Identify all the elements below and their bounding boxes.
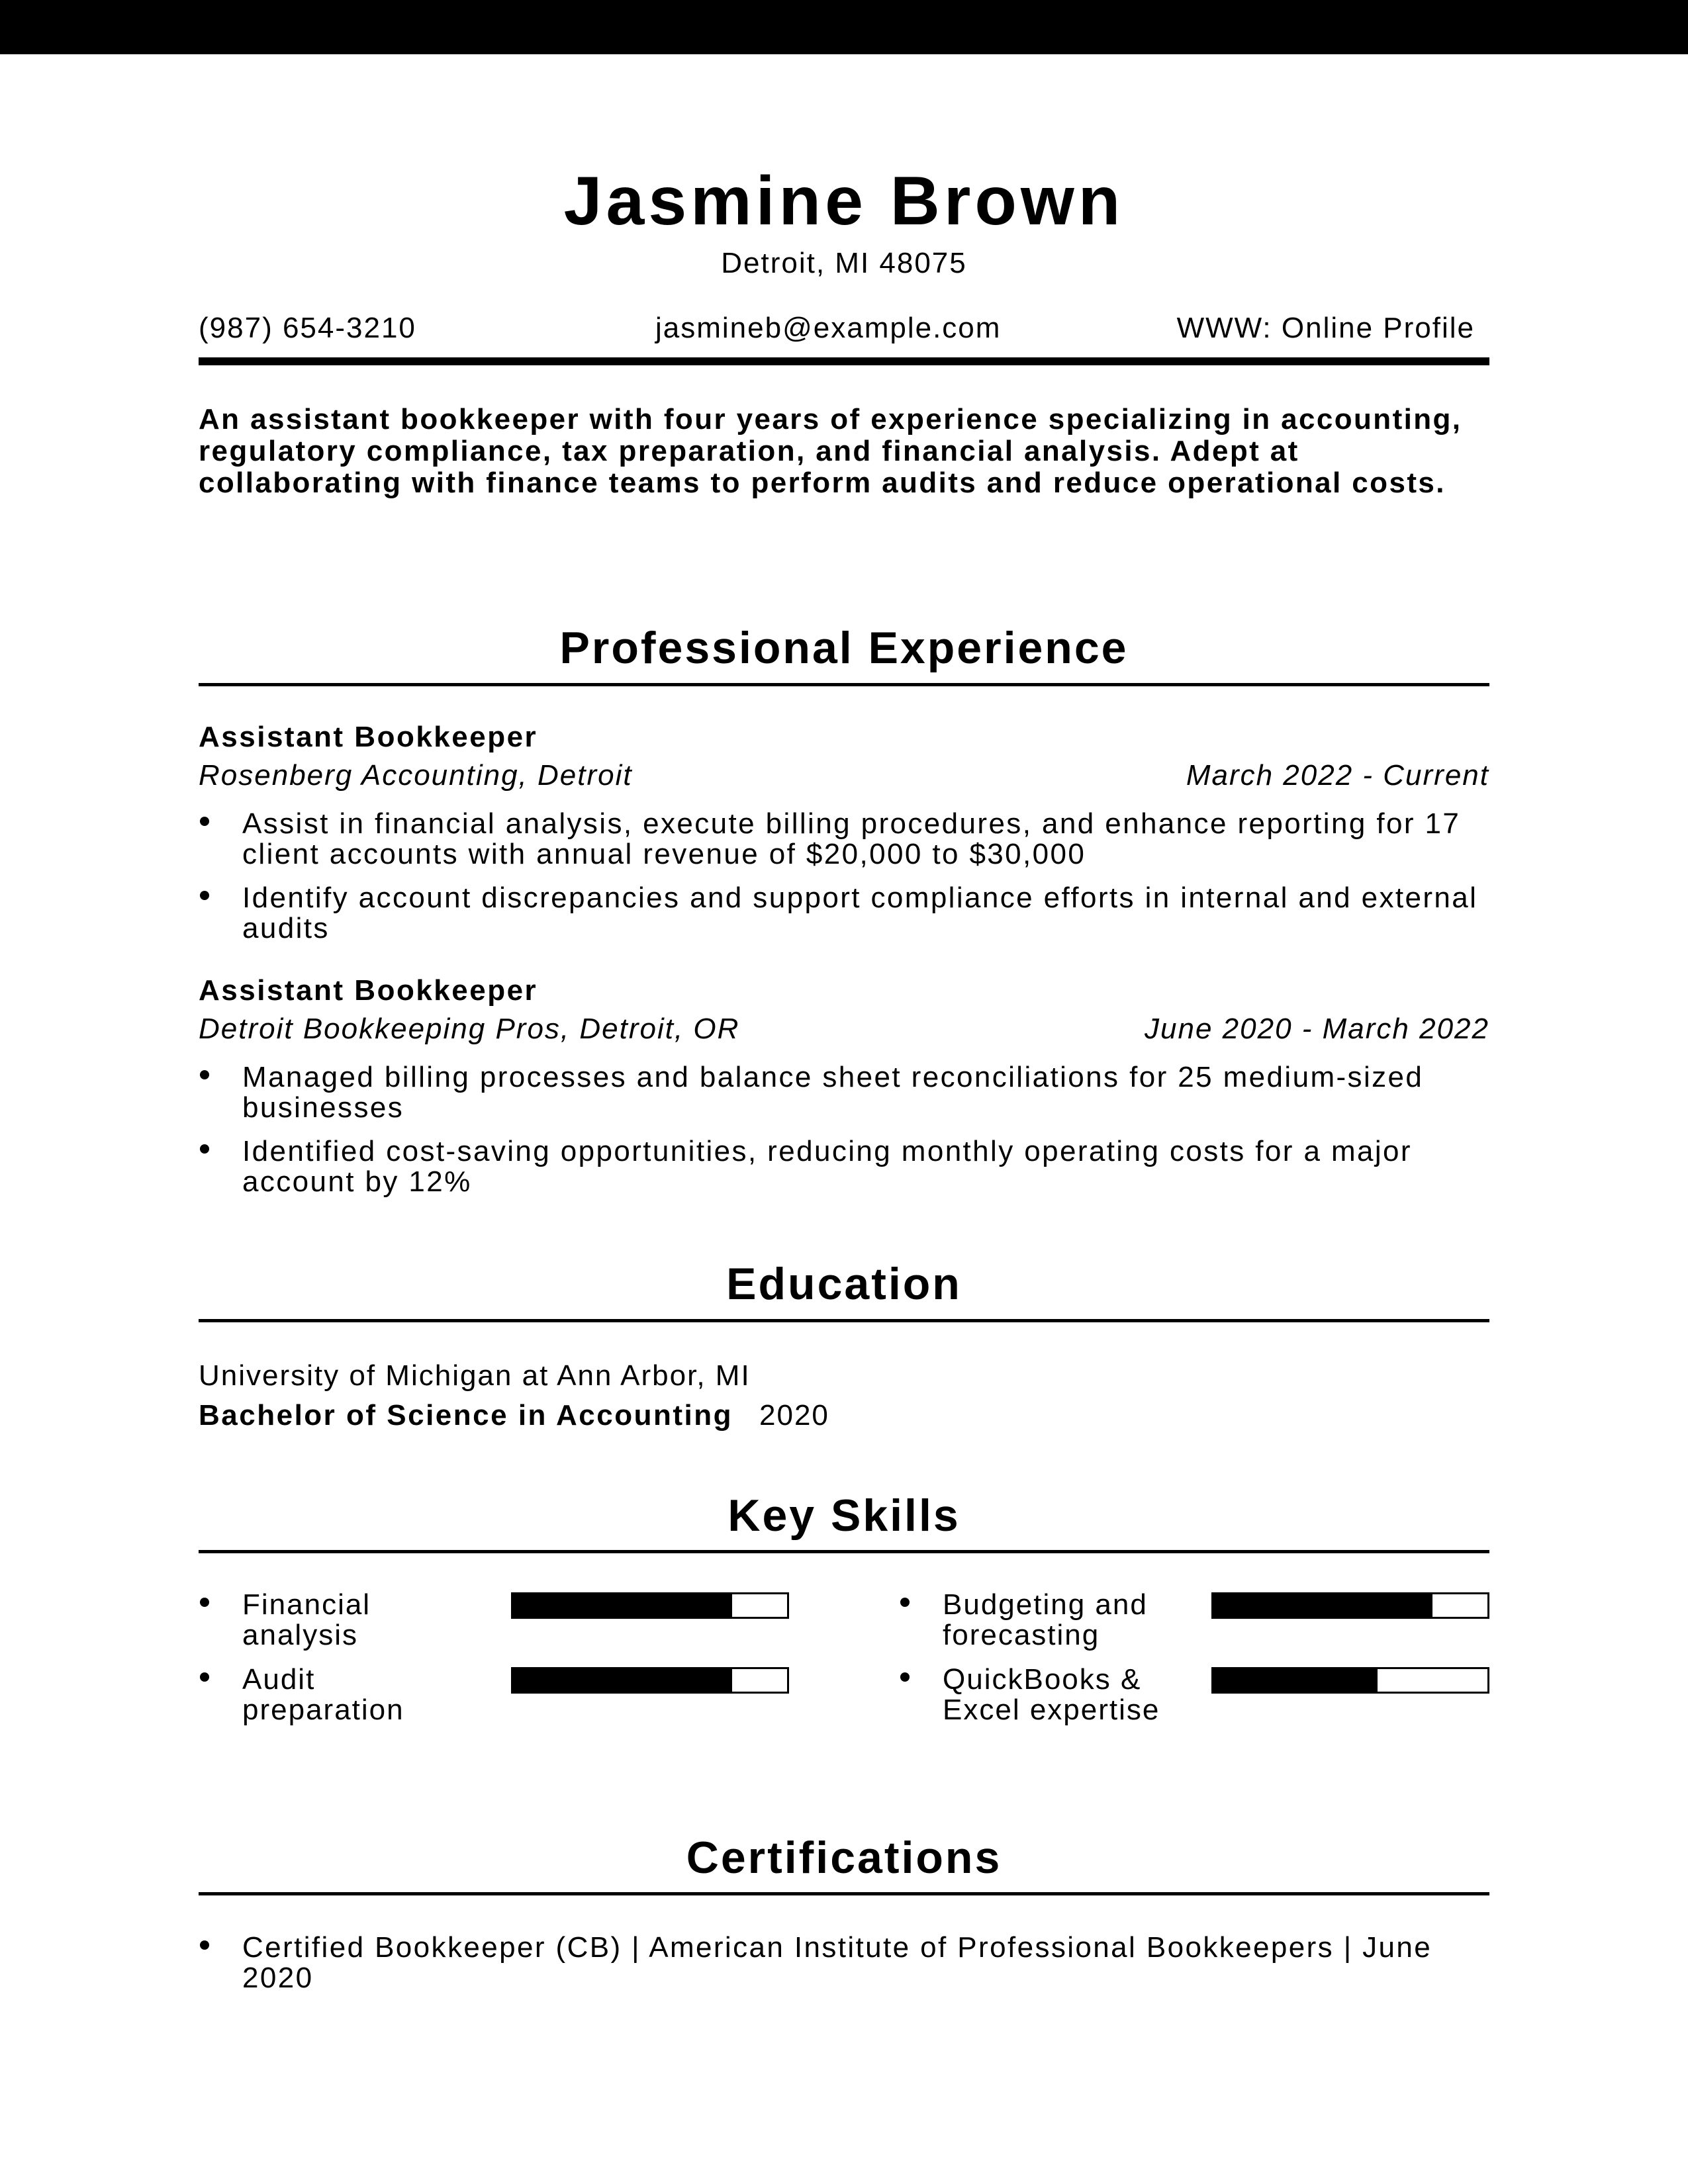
education-divider	[199, 1319, 1489, 1322]
bullet-icon	[900, 1598, 910, 1607]
candidate-address: Detroit, MI 48075	[721, 247, 967, 279]
skill-level-bar	[511, 1667, 789, 1694]
skill-level-fill	[1213, 1669, 1378, 1692]
bullet-icon	[200, 1672, 209, 1682]
job-entry	[199, 976, 1489, 1210]
education-degree-row	[199, 1401, 829, 1430]
skill-level-bar	[511, 1592, 789, 1619]
bullet-icon	[200, 1598, 209, 1607]
skill-level-fill	[1213, 1594, 1432, 1617]
skill-label: QuickBooks & Excel expertise	[943, 1663, 1160, 1726]
skill-level-fill	[513, 1669, 732, 1692]
job-entry	[199, 723, 1489, 957]
skill-item	[199, 1664, 794, 1757]
job-bullet: Identify account discrepancies and support compliance efforts in internal and external audits	[199, 883, 1489, 944]
job-company: Rosenberg Accounting, Detroit	[199, 759, 633, 792]
certifications-divider	[199, 1892, 1489, 1895]
job-company: Detroit Bookkeeping Pros, Detroit, OR	[199, 1013, 740, 1045]
bullet-icon	[900, 1672, 910, 1682]
experience-heading: Professional Experience	[559, 623, 1129, 673]
job-meta	[199, 1015, 1489, 1062]
education-school: University of Michigan at Ann Arbor, MI	[199, 1359, 751, 1392]
contact-row	[199, 314, 1489, 348]
job-bullet: Assist in financial analysis, execute billing procedures, and enhance reporting for 17 client accounts with annual revenue of $20,000 to $30,000	[199, 809, 1489, 870]
skills-divider	[199, 1550, 1489, 1553]
job-bullets	[199, 1062, 1489, 1197]
skill-label: Financial analysis	[242, 1588, 371, 1651]
skill-label: Audit preparation	[242, 1663, 404, 1726]
skill-level-fill	[513, 1594, 732, 1617]
skill-level-bar	[1211, 1592, 1489, 1619]
certifications-heading: Certifications	[686, 1833, 1002, 1883]
candidate-name: Jasmine Brown	[563, 163, 1125, 240]
job-bullets	[199, 809, 1489, 944]
phone-number: (987) 654-3210	[199, 312, 416, 344]
professional-summary: An assistant bookkeeper with four years of experience specializing in accounting, regulatory compliance, tax preparation, and financial analysis. Adept at collaborating with finance teams to perform audits and reduce operational costs.	[199, 403, 1462, 499]
certification-item: Certified Bookkeeper (CB) | American Institute of Professional Bookkeepers | June 2020	[199, 1933, 1489, 1993]
job-dates: June 2020 - March 2022	[1145, 1013, 1489, 1045]
top-black-bar	[0, 0, 1688, 54]
education-year: 2020	[759, 1399, 829, 1432]
skill-label: Budgeting and forecasting	[943, 1588, 1148, 1651]
skills-heading: Key Skills	[727, 1490, 961, 1541]
email-link[interactable]: jasmineb@example.com	[655, 312, 1002, 344]
job-title: Assistant Bookkeeper	[199, 721, 538, 753]
online-profile-link[interactable]: WWW: Online Profile	[1176, 312, 1475, 344]
skill-item	[899, 1664, 1495, 1757]
experience-divider	[199, 683, 1489, 686]
job-bullet: Identified cost-saving opportunities, reducing monthly operating costs for a major account by 12%	[199, 1136, 1489, 1197]
job-title: Assistant Bookkeeper	[199, 974, 538, 1007]
skill-level-bar	[1211, 1667, 1489, 1694]
education-degree: Bachelor of Science in Accounting	[199, 1399, 733, 1432]
header-divider	[199, 357, 1489, 365]
job-dates: March 2022 - Current	[1186, 759, 1489, 792]
education-heading: Education	[726, 1259, 962, 1309]
job-bullet: Managed billing processes and balance sheet reconciliations for 25 medium-sized businesses	[199, 1062, 1489, 1123]
job-meta	[199, 761, 1489, 809]
certification-list	[199, 1933, 1489, 2007]
